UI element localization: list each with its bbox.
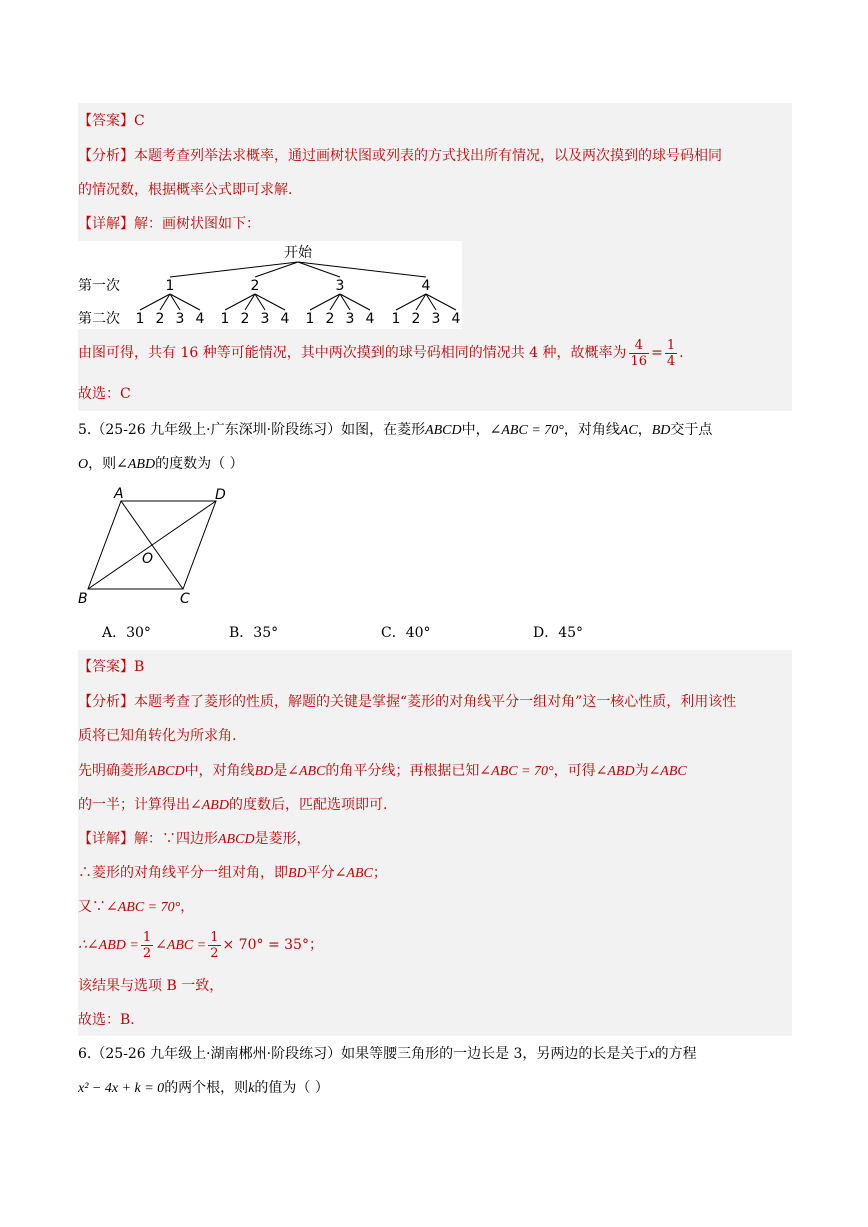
answer-tag: 【答案】 — [78, 659, 134, 675]
frac-den: 2 — [142, 945, 152, 961]
detail-text: ∴菱形的对角线平分一组对角，即 — [78, 865, 288, 881]
analysis-text: 的度数后，匹配选项即可. — [228, 797, 388, 813]
detail-tag: 【详解】 — [78, 831, 134, 847]
tree-branch — [298, 262, 426, 277]
fraction-half — [141, 930, 153, 961]
stem-text: ，则 — [88, 456, 117, 472]
q5-detail-line1 — [78, 829, 311, 850]
stem-text: 交于点 — [670, 422, 713, 438]
choice-a: A．30° — [102, 625, 151, 641]
tree-node-second: 3 — [260, 311, 270, 327]
q5-stem-line1 — [78, 420, 712, 441]
frac-num: 4 — [629, 338, 650, 354]
period: . — [679, 345, 684, 361]
detail-text: 又∵ — [78, 899, 106, 915]
q4-analysis-line1 — [78, 146, 722, 166]
math-o: O — [78, 457, 89, 472]
stem-text: ，对角线 — [563, 422, 620, 438]
tree-node-second: 4 — [451, 311, 461, 327]
vertex-d-label: D — [215, 487, 226, 503]
stem-text: 的值为（ ） — [254, 1080, 329, 1096]
point-o-label: O — [142, 551, 154, 567]
q5-analysis-line4 — [78, 795, 387, 816]
detail-text: 解：∵四边形 — [134, 831, 218, 847]
math-angle: ∠ABC = 70° — [479, 764, 554, 779]
answer-value: B — [134, 659, 145, 675]
math-abcd: ABCD — [425, 423, 462, 438]
tree-node-first: 3 — [335, 278, 345, 294]
math-abcd: ABCD — [218, 832, 255, 847]
tree-node-second: 1 — [391, 311, 401, 327]
q5-analysis-line1 — [78, 692, 736, 712]
analysis-text: 本题考查了菱形的性质，解题的关键是掌握“菱形的对角线平分一组对角”这一核心性质，利用该性 — [134, 694, 737, 710]
frac-den: 2 — [210, 945, 219, 961]
tree-diagram — [78, 241, 462, 329]
frac-num: 1 — [666, 337, 676, 353]
detail-text: ； — [372, 865, 387, 881]
tree-node-second: 3 — [345, 311, 355, 327]
analysis-text: 中，对角线 — [184, 763, 255, 779]
rhombus-figure — [74, 484, 234, 610]
math-bd: BD — [651, 423, 671, 438]
math-bd: BD — [254, 764, 274, 779]
math-angle: ∠ABD — [116, 457, 156, 472]
conclusion-text: 由图可得，共有 16 种等可能情况，其中两次摸到的球号码相同的情况共 4 种，故概率为 — [78, 345, 627, 361]
choice-b: B．35° — [229, 625, 279, 641]
tree-row1-label: 第一次 — [78, 278, 120, 294]
math-x: x — [648, 1047, 655, 1062]
frac-den: 16 — [630, 353, 648, 369]
math-k: k — [248, 1081, 255, 1096]
math-angle: ∠ABC — [334, 866, 373, 881]
tree-node-second: 2 — [155, 311, 165, 327]
stem-text: 的度数为（ ） — [155, 456, 244, 472]
tree-branch — [170, 262, 298, 277]
stem-text: 的方程 — [654, 1046, 697, 1062]
math-bd: BD — [288, 866, 307, 881]
math-abcd: ABCD — [148, 764, 185, 779]
fraction-1-4 — [665, 338, 677, 369]
vertex-a-label: A — [114, 486, 124, 502]
q5-analysis-line2: 质将已知角转化为所求角. — [78, 728, 237, 744]
detail-text: ， — [180, 899, 195, 915]
math-angle: ∠ABD — [595, 764, 635, 779]
choice-c: C．40° — [381, 625, 431, 641]
frac-num: 1 — [210, 929, 219, 945]
stem-text: 的两个根，则 — [164, 1080, 249, 1096]
detail-tag: 【详解】 — [78, 216, 134, 232]
tree-node-second: 2 — [240, 311, 250, 327]
q6-stem-line1 — [78, 1044, 697, 1065]
detail-text: 解：画树状图如下： — [134, 216, 260, 232]
tree-node-second: 1 — [305, 311, 315, 327]
comma: ， — [637, 422, 652, 438]
q4-detail-line — [78, 214, 260, 234]
q5-answer-line — [78, 657, 144, 677]
math-angle: ∠ABC — [648, 764, 687, 779]
q4-answer-line — [78, 111, 145, 131]
math-angle: ∠ABC = 70° — [106, 900, 181, 915]
math-expr: × 70° = 35°； — [222, 937, 323, 953]
math-ac: AC — [619, 423, 638, 438]
tree-node-first: 1 — [165, 278, 175, 294]
detail-text: 平分 — [306, 865, 335, 881]
tree-node-second: 2 — [325, 311, 335, 327]
tree-node-second: 4 — [195, 311, 205, 327]
math-angle: ∠ABC — [287, 764, 326, 779]
q4-analysis-line2: 的情况数，根据概率公式即可求解. — [78, 182, 293, 198]
tree-node-second: 4 — [280, 311, 290, 327]
vertex-b-label: B — [78, 591, 88, 607]
analysis-text: ，可得 — [553, 763, 596, 779]
detail-text: 是菱形， — [254, 831, 311, 847]
vertex-c-label: C — [180, 591, 190, 607]
q6-stem-line2 — [78, 1078, 329, 1099]
math-angle: ∠ABC = 70° — [489, 423, 564, 438]
analysis-text: 为 — [634, 763, 649, 779]
tree-node-first: 4 — [421, 278, 431, 294]
math-expr: ∠ABC = — [155, 938, 207, 953]
math-expr: ∴∠ABD = — [78, 938, 139, 953]
q4-conclusion — [78, 336, 684, 376]
q4-choose: 故选：C — [78, 386, 131, 402]
tree-node-second: 1 — [220, 311, 230, 327]
frac-den: 4 — [666, 353, 676, 369]
analysis-text: 的角平分线；再根据已知 — [325, 763, 480, 779]
q5-detail-line4 — [78, 928, 323, 963]
tree-node-second: 3 — [175, 311, 185, 327]
analysis-text: 本题考查列举法求概率，通过画树状图或列表的方式找出所有情况，以及两次摸到的球号码相同 — [134, 148, 722, 164]
diagonal-bd — [88, 501, 216, 589]
tree-node-second: 4 — [365, 311, 375, 327]
analysis-text: 的一半；计算得出 — [78, 797, 190, 813]
stem-text: 中， — [461, 422, 490, 438]
analysis-text: 先明确菱形 — [78, 763, 148, 779]
q5-detail-line3 — [78, 897, 194, 918]
q5-detail-line5: 该结果与选项 B 一致， — [78, 978, 224, 994]
q5-analysis-line3 — [78, 761, 687, 782]
analysis-text: 是 — [273, 763, 288, 779]
tree-start: 开始 — [284, 245, 312, 261]
math-equation: x² − 4x + k = 0 — [78, 1081, 165, 1096]
tree-row2-label: 第二次 — [78, 311, 120, 327]
analysis-tag: 【分析】 — [78, 148, 134, 164]
stem-text: 6.（25-26 九年级上·湖南郴州·阶段练习）如果等腰三角形的一边长是 3，另两边的长是关于 — [78, 1046, 649, 1062]
answer-value: C — [134, 113, 145, 129]
tree-node-first: 2 — [250, 278, 260, 294]
stem-text: 5.（25-26 九年级上·广东深圳·阶段练习）如图，在菱形 — [78, 422, 426, 438]
frac-num: 1 — [142, 929, 152, 945]
fraction-4-16 — [629, 338, 650, 369]
equals-sign: = — [651, 345, 663, 361]
q5-choose: 故选：B. — [78, 1012, 135, 1028]
math-angle: ∠ABD — [190, 798, 229, 813]
fraction-half — [208, 930, 220, 961]
answer-tag: 【答案】 — [78, 113, 134, 129]
choice-d: D．45° — [533, 625, 584, 641]
q5-stem-line2 — [78, 454, 244, 475]
tree-node-second: 2 — [411, 311, 421, 327]
analysis-tag: 【分析】 — [78, 694, 134, 710]
tree-node-second: 3 — [431, 311, 441, 327]
tree-node-second: 1 — [135, 311, 145, 327]
q5-detail-line2 — [78, 863, 387, 884]
